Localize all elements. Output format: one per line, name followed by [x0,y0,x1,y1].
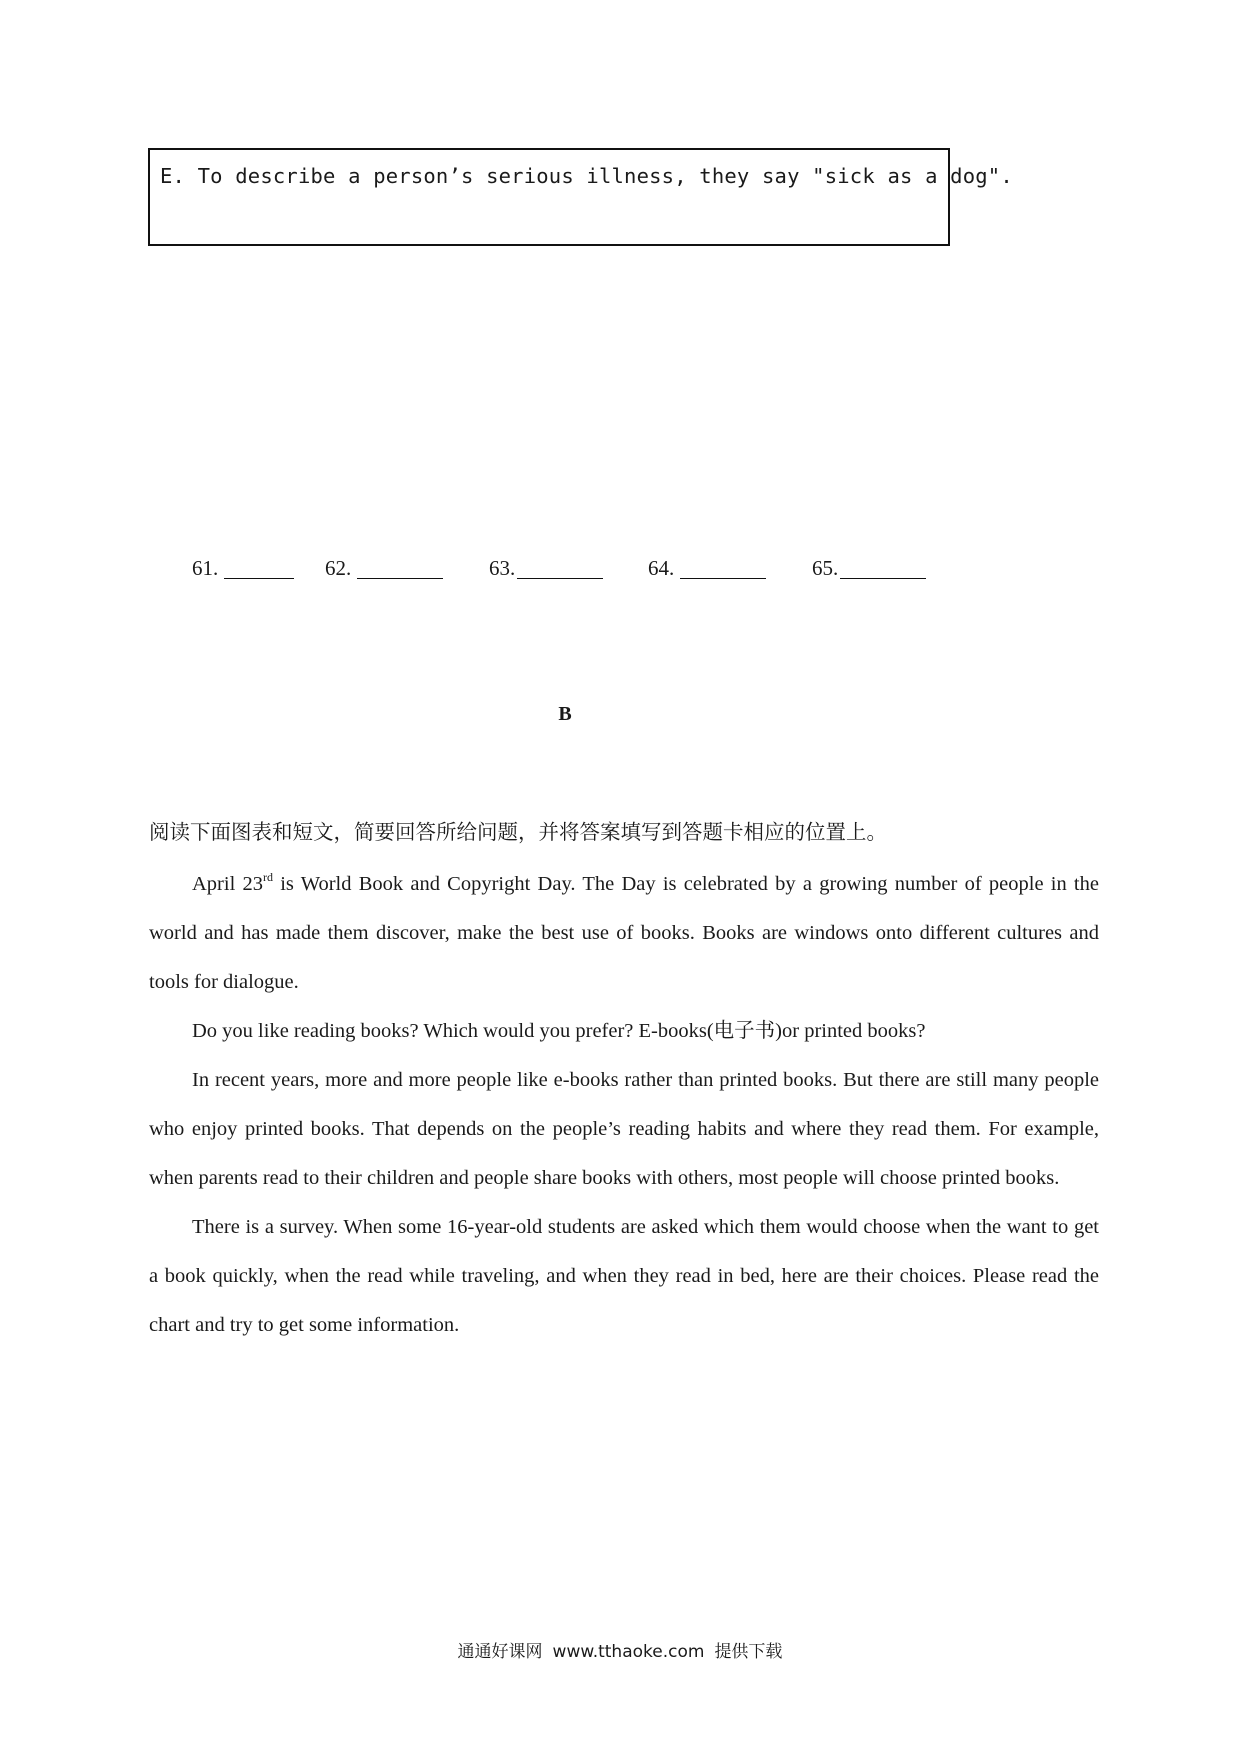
answer-label: 61. [192,556,219,580]
section-heading: B [558,703,572,725]
book-day-date: April 23 [192,873,263,895]
answer-blank-63[interactable] [489,556,603,581]
answer-blank-64[interactable] [648,556,766,581]
answer-line [357,577,443,579]
answer-blank-65[interactable] [812,556,926,581]
passage-paragraph-1 [149,860,1099,1007]
passage-paragraph-2: Do you like reading books? Which would you prefer? E-books(电子书)or printed books? [192,1020,926,1042]
answer-line [224,577,294,579]
answer-label: 65. [812,556,839,580]
answer-label: 62. [325,556,352,580]
footer-suffix: 提供下载 [714,1642,783,1662]
answer-label: 63. [489,556,516,580]
answer-line [517,577,603,579]
footer-site-name: 通通好课网 [457,1642,543,1662]
instruction-text: 阅读下面图表和短文，简要回答所给问题，并将答案填写到答题卡相应的位置上。 [149,820,887,844]
passage-paragraph-3: In recent years, more and more people like e-books rather than printed books. But there are still many people who enjoy printed books. That depends on the people’s reading habits and where they read them. For example, when parents read to their children and people share books with others, most people will choose printed books. [149,1069,1099,1189]
footer-url[interactable]: www.tthaoke.com [552,1642,705,1662]
answer-label: 64. [648,556,675,580]
answer-blanks-row [0,556,1240,586]
reading-passage [149,860,1099,1350]
option-e-text: E. To describe a person’s serious illness, they say "sick as a dog". [160,164,1013,188]
option-e-box [148,148,1013,246]
page-footer [0,1637,1240,1662]
answer-blank-62[interactable] [325,556,443,581]
paragraph-1-text: is World Book and Copyright Day. The Day is celebrated by a growing number of people in the world and has made them discover, make the best use of books. Books are windows onto different cultures and tools for dialogue. [149,873,1099,993]
answer-line [840,577,926,579]
answer-line [680,577,766,579]
passage-paragraph-4: There is a survey. When some 16-year-old students are asked which them would choose when the want to get a book quickly, when the read while traveling, and when they read in bed, here are their choices. Please read the chart and try to get some information. [149,1216,1099,1336]
answer-blank-61[interactable] [192,556,294,581]
date-superscript: rd [263,870,273,884]
